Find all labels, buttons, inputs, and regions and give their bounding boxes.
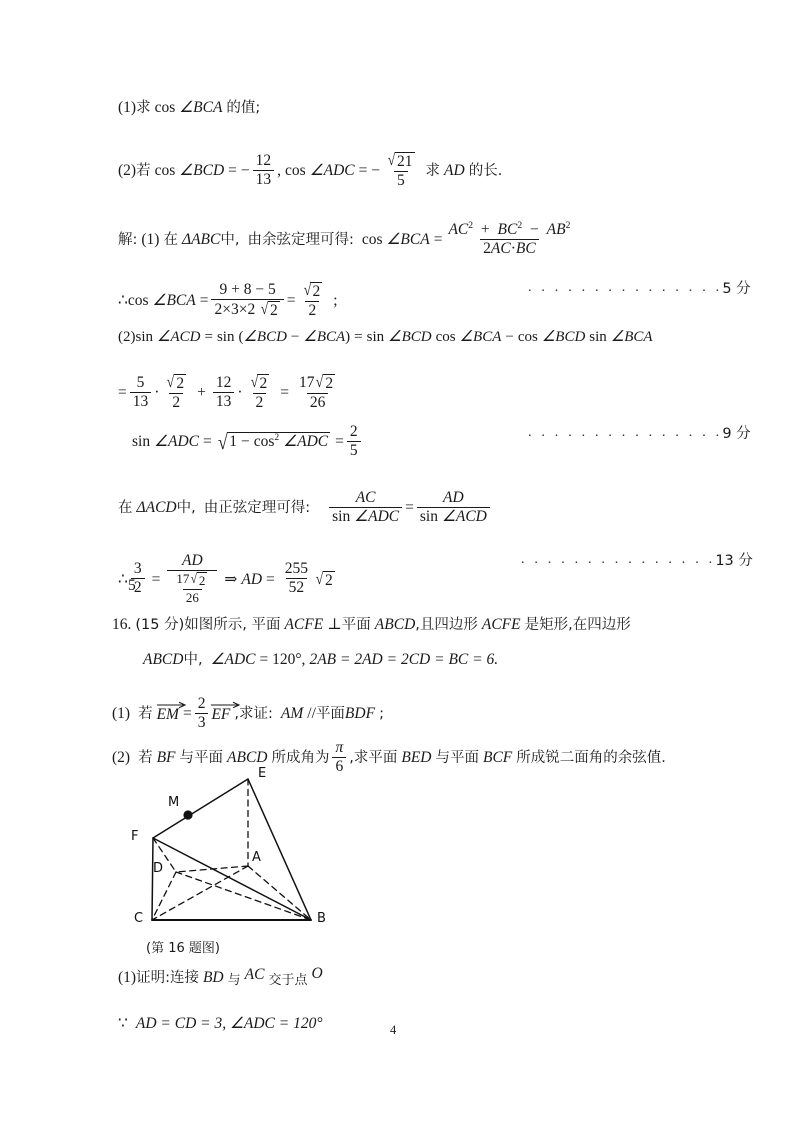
comma-1: , [277,162,282,180]
radicand: 2 [259,374,268,392]
denominator: 2 [169,393,183,412]
ad-term: AD [182,551,203,569]
stem-text-c: ,且四边形 [415,616,478,633]
text-mid2: 所成角为 [271,749,330,766]
equals-2: = [280,384,289,402]
ad-term: AD [241,570,263,588]
equals-2: = [286,292,296,310]
den-prefix: 2×3×2 [214,301,256,319]
page-number: 4 [390,1023,397,1037]
plane-acfe-2: ACFE [481,616,521,633]
equals-1: = [228,162,237,180]
problem-points: (15 分) [135,616,185,633]
radicand: 21 [397,152,413,170]
semicolon: ; [379,705,384,722]
equals-1: = [203,433,212,451]
perpendicular-symbol: ⊥ [327,616,342,633]
equals: = [433,231,443,249]
ac-term: AC [490,240,511,258]
text-mid5: 所成锐二面角的余弦值. [516,749,666,766]
radical-sign: √ [167,372,175,391]
denominator: 13 [130,392,152,411]
plane-abcd: ABCD [227,749,268,767]
denominator: 2 [253,393,267,412]
angle-adc: ∠ADC [210,651,256,668]
sin-operator-4: sin [589,329,607,345]
minus: − [290,329,300,345]
plane-bdf: BDF [344,705,376,723]
angle-bca: ∠BCA [303,329,346,345]
stem-text-b: 平面 [341,616,371,633]
edge-D-B [176,872,311,920]
equals-2: = [358,162,368,180]
sin-operator-1: sin [135,329,154,345]
ab-power: 2 [565,219,571,231]
equals-2: = [335,433,344,451]
equals: = [182,705,192,723]
side-lengths: 2AB = 2AD = 2CD = BC = 6. [309,651,499,668]
problem-number: 16. [112,616,132,633]
paren-close: ) [345,329,351,345]
numerator: 9 + 8 − 5 [219,280,276,298]
score-value: 9 分 [722,426,751,442]
quad-abcd: ABCD [143,651,184,668]
implies-arrow: ⇒ [224,570,238,588]
part2-label: (2) [118,162,137,180]
cos-operator-1: cos [154,162,176,180]
zhong-word: 中, [220,231,240,248]
stem-text-d: 是矩形,在四边形 [524,616,631,633]
radicand: 2 [198,572,206,588]
zhong-word: 中, [176,499,196,516]
numerator: 5 [136,373,145,391]
radical-sign: √ [315,569,324,588]
semicolon: ; [333,292,338,310]
text-mid4: 与平面 [435,749,479,766]
denominator: 26 [307,393,329,412]
plane-acfe: ACFE [284,616,324,633]
numerator: π [335,738,344,756]
part1-label: (1) [112,705,131,723]
equals-1: = [151,570,161,588]
minus: − [530,220,539,238]
figure-caption: (第 16 题图) [146,941,220,956]
radical-sign: √ [316,372,324,391]
angle-bcd: ∠BCD [243,329,287,345]
segment-bd: BD [202,969,224,986]
radical-sign: √ [250,372,258,391]
vertex-label-F: F [131,829,139,844]
radicand: 2 [324,571,333,589]
radical-sign: √ [303,280,311,299]
angle-bca-2: ∠BCA [459,329,502,345]
ac-term: AC [448,220,469,238]
cos-operator-2: cos [517,329,538,345]
score-value: 5 分 [722,281,751,297]
sin-operator-2: sin [216,329,235,345]
ruo-word: 若 [138,705,153,722]
sin-operator-3: sin [366,329,385,345]
part1-tail: 的值; [226,99,261,116]
qiuzheng-text: ,求证: [234,705,273,722]
denominator: 5 [347,441,361,460]
radicand: 2 [270,302,278,320]
vector-label: EM [156,706,179,724]
sin-operator: sin [419,508,438,526]
sin-operator: sin [332,508,351,526]
plane-abcd: ABCD [374,616,416,633]
coefficient-2: 2 [483,240,491,258]
leader-dots: . . . . . . . . . . . . . . . [528,424,723,440]
leader-dots: . . . . . . . . . . . . . . . [528,279,723,295]
cos-operator: cos [253,432,275,450]
score-value: 13 分 [715,553,753,569]
parallel-symbol: // [307,705,316,723]
vertex-label-B: B [317,911,326,926]
numerator: 255 [284,559,309,577]
coefficient-17: 17 [176,570,190,586]
equals: = [405,499,414,517]
text-mid1: 与平面 [179,749,224,766]
part1-label: (1) [118,99,137,116]
edge-F-B [153,838,311,920]
angle-bcd-2: ∠BCD [388,329,432,345]
cos-operator: cos [127,292,149,310]
numerator: 12 [215,373,232,391]
minus: − [240,432,250,450]
bc-term: BC [515,240,536,258]
edge-A-D [176,866,248,872]
minus-2: − [505,329,514,345]
angle-adc: ∠ADC [309,162,355,180]
radical-sign: √ [260,300,269,319]
equals-2: = [354,329,363,345]
one: 1 [229,432,237,450]
jie-label: 解: [118,231,138,248]
denominator: 5 [394,171,408,190]
angle-bca-3: ∠BCA [610,329,653,345]
angle-bcd: ∠BCD [179,162,225,180]
law-of-cosines-text: 由余弦定理可得: [247,231,354,248]
sol-part1-label: (1) [118,969,137,986]
stem-text-a: 如图所示, 平面 [184,616,281,633]
point-M-marker [183,810,192,819]
triangle-acd: ΔACD [136,499,177,517]
ab-term: AB [546,220,566,238]
segment-bf: BF [156,749,176,767]
numerator: 3 [133,559,142,577]
angle-adc: ∠ADC [283,432,329,450]
angle-bcd-3: ∠BCD [541,329,586,345]
numerator: 2 [349,422,358,440]
plane-word: 平面 [315,705,345,722]
bc-power: 2 [517,219,523,231]
zai-word: 在 [118,499,133,516]
minus-sign-2: − [371,162,381,180]
problem16-solution-part1 [118,965,323,989]
leader-dots: . . . . . . . . . . . . . . . [521,551,716,567]
radicand: 2 [312,282,321,300]
cos-operator: cos [154,99,176,116]
cos-operator: cos [361,231,383,249]
step-label: (2) [118,329,136,345]
ac-term: AC [355,488,376,506]
segment-am: AM [280,705,304,723]
segment-ac: AC [244,966,265,983]
cos-power: 2 [274,431,280,443]
vertex-label-D: D [153,861,164,876]
denominator: 2 [131,578,145,597]
cos-operator-1: cos [435,329,456,345]
stem-text: 中, [183,651,203,668]
vector-label: EF [211,706,231,724]
vertex-label-A: A [252,850,261,865]
ruo-word: 若 [138,749,153,766]
ad-term: AD [443,488,464,506]
angle-value: = 120°, [259,651,306,668]
problem16-solution-because [118,1016,323,1032]
because-symbol: ∵ [118,1015,128,1032]
value: 5 [128,577,136,594]
angle-acd: ∠ACD [157,329,201,345]
radicand: 2 [325,374,334,392]
equals-2: = [266,570,275,588]
minus-sign-1: − [240,162,250,180]
law-of-sines-text: 由正弦定理可得: [203,499,311,516]
part1-verb: 求 [136,99,151,116]
plus: + [197,384,206,402]
paren-open: ( [238,329,244,345]
part2-tail-end: 的长. [468,162,503,179]
denominator: 52 [286,578,308,597]
angle-adc: ∠ADC [154,433,199,451]
equals-1: = [204,329,213,345]
denominator: 26 [183,589,202,605]
equals-1: = [118,384,127,402]
part2-lead: 若 [136,162,151,179]
ac-power: 2 [468,219,474,231]
jiaoyu-text: 交于点 [268,973,308,989]
radicand: 2 [176,374,185,392]
denominator: 13 [213,392,235,411]
because-statement: AD = CD = 3, ∠ADC = 120° [135,1015,323,1032]
zai-word: 在 [163,231,178,248]
numerator: 12 [255,151,272,169]
angle-adc: ∠ADC [354,508,400,526]
edge-A-C [152,866,248,920]
dot-operator: · [510,240,516,258]
radical-sign: √ [190,570,198,586]
denominator: 6 [332,757,346,776]
denominator: 2 [305,301,319,320]
angle-acd: ∠ACD [441,508,487,526]
part2-label: (2) [112,749,131,767]
numerator: 2 [197,694,206,712]
denominator: 13 [253,170,275,189]
zhengming-text: 证明:连接 [136,969,199,986]
equals-1: = [199,292,209,310]
segment-ad: AD [444,162,465,180]
radical-sign: √ [387,150,396,169]
edge-F-C [152,838,153,920]
coefficient-17: 17 [298,373,315,391]
vertex-label-E: E [258,766,267,781]
vertex-label-M: M [168,795,180,810]
plus: + [480,220,490,238]
dot-operator-2: · [237,384,243,402]
radical-sign: √ [217,429,228,454]
plane-bcf: BCF [483,749,513,767]
sin-operator: sin [132,433,151,451]
plane-bed: BED [401,749,432,767]
angle-bca: ∠BCA [386,231,430,249]
bc-term: BC [497,220,518,238]
dot-operator-1: · [154,384,160,402]
therefore-symbol: ∴ [118,292,128,310]
text-mid3: ,求平面 [349,749,398,766]
part2-tail-verb: 求 [425,162,441,179]
angle-bca: ∠BCA [179,99,223,116]
point-o: O [311,965,323,982]
cos-operator-2: cos [285,162,306,180]
yu-word: 与 [227,973,241,989]
vertex-label-C: C [134,911,144,926]
denominator: 3 [195,713,209,732]
angle-bca: ∠BCA [152,292,196,310]
sol-part1-label: (1) [141,231,160,249]
triangle-abc: ΔABC [181,231,221,249]
therefore-symbol: ∴ [118,570,128,588]
